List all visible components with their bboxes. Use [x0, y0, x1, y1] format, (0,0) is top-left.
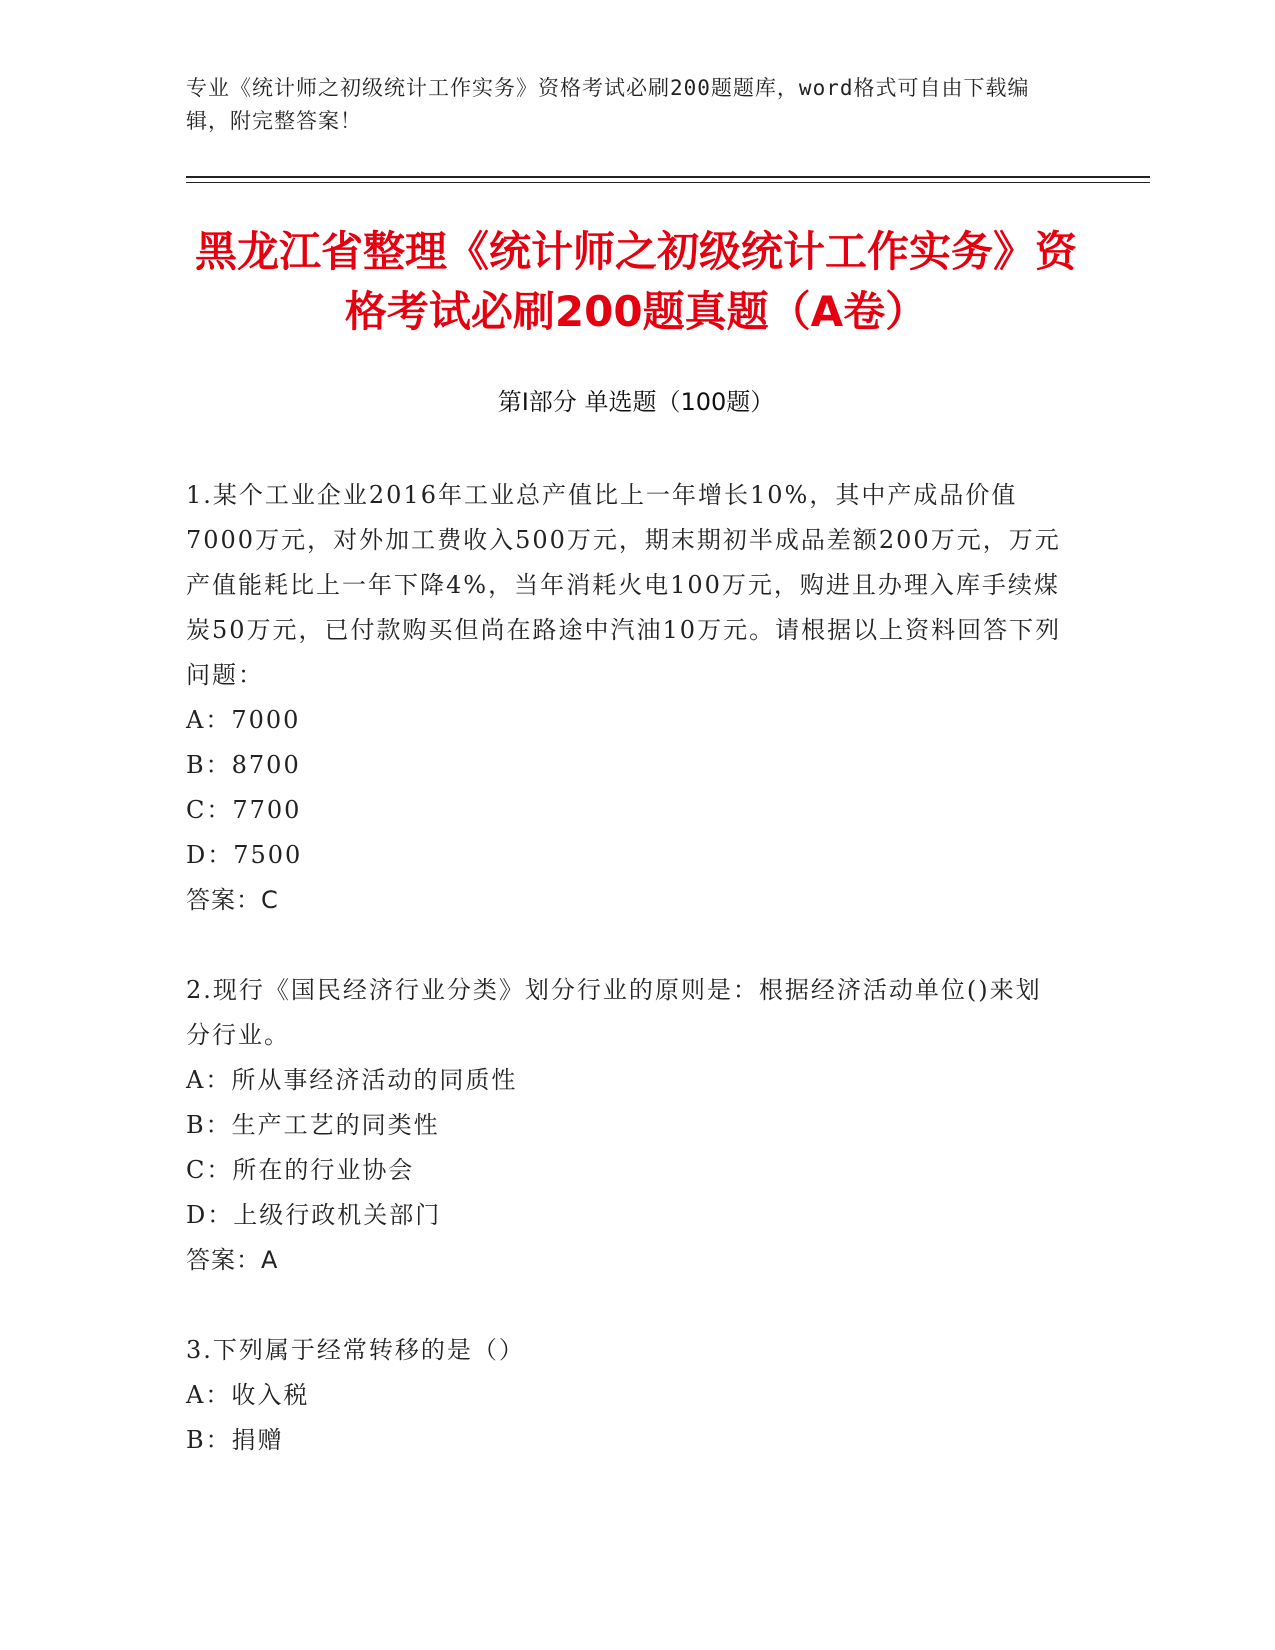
answer-line: 答案：C — [186, 886, 279, 914]
answer-line: 答案：A — [186, 1246, 279, 1274]
header-divider-thin — [186, 182, 1150, 183]
question-stem: 1.某个工业企业2016年工业总产值比上一年增长10%，其中产成品价值7000万元，对外加工费收入500万元，期末期初半成品差额200万元，万元产值能耗比上一年下降4%，当年消耗火电100万元，购进且办理入库手续煤炭50万元，已付款购买但尚在路途中汽油10万元。请根据以上资料回答下列问题： — [186, 481, 1062, 689]
option-d: D：7500 — [186, 841, 303, 869]
option-b: B：生产工艺的同类性 — [186, 1111, 440, 1139]
question-1 — [186, 473, 1066, 923]
option-c: C：7700 — [186, 796, 302, 824]
question-stem: 3.下列属于经常转移的是（） — [186, 1336, 525, 1364]
header-divider — [186, 176, 1150, 178]
question-spacer — [186, 1283, 1066, 1328]
option-b: B：8700 — [186, 751, 301, 779]
question-stem: 2.现行《国民经济行业分类》划分行业的原则是：根据经济活动单位()来划分行业。 — [186, 976, 1042, 1049]
option-a: A：所从事经济活动的同质性 — [186, 1066, 518, 1094]
question-3 — [186, 1328, 1066, 1463]
document-title: 黑龙江省整理《统计师之初级统计工作实务》资格考试必刷200题真题（A卷） — [194, 227, 1077, 336]
section-title: 第Ⅰ部分 单选题（100题） — [497, 388, 775, 416]
option-a: A：收入税 — [186, 1381, 310, 1409]
option-d: D：上级行政机关部门 — [186, 1201, 442, 1229]
option-a: A：7000 — [186, 706, 301, 734]
question-spacer — [186, 923, 1066, 968]
questions-list — [186, 473, 1066, 1463]
header-note: 专业《统计师之初级统计工作实务》资格考试必刷200题题库，word格式可自由下载编辑，附完整答案！ — [186, 76, 1030, 133]
question-2 — [186, 968, 1066, 1283]
option-b: B：捐赠 — [186, 1426, 284, 1454]
option-c: C：所在的行业协会 — [186, 1156, 415, 1184]
